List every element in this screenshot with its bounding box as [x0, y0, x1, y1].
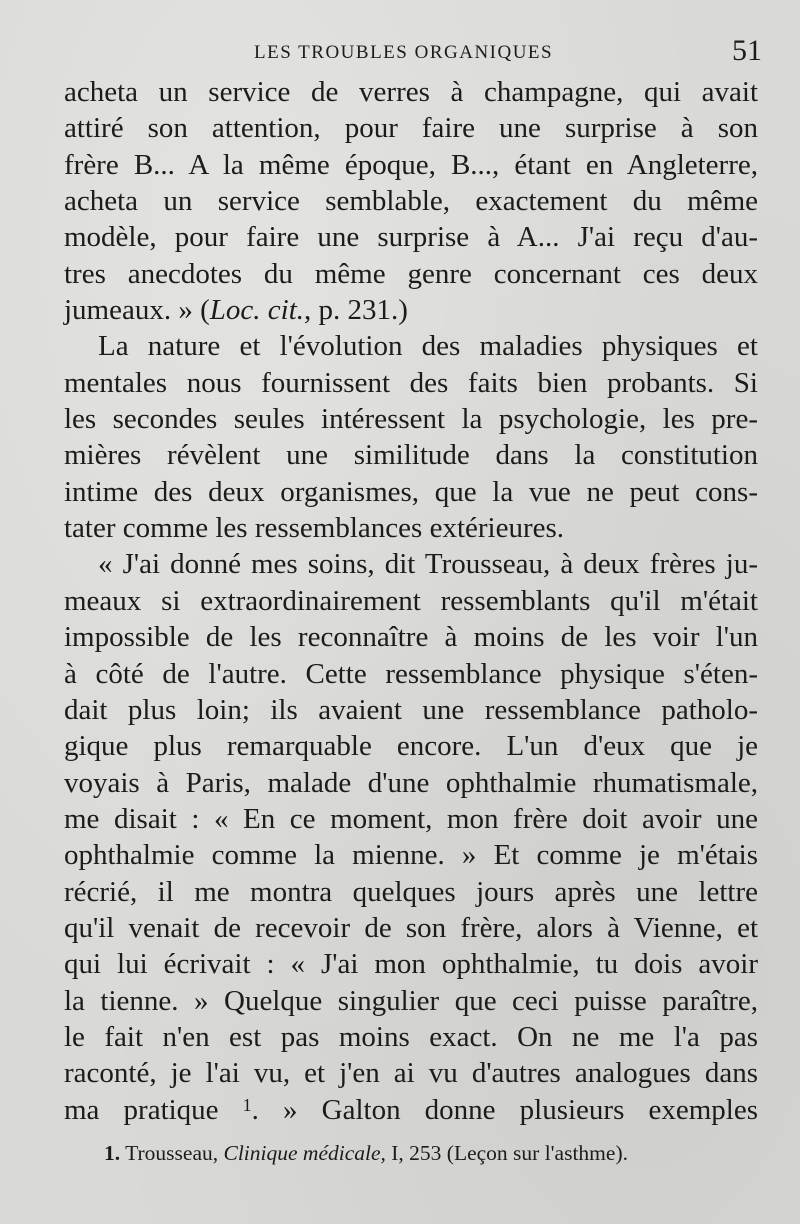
text-fragment: ma pratique: [64, 1093, 243, 1126]
footnote-number: 1.: [104, 1141, 121, 1165]
page-header: [0, 34, 800, 70]
text-line-citation: [64, 292, 758, 328]
text-fragment: Galton donne plusieurs exemples: [321, 1093, 758, 1126]
text-line: me disait : « En ce moment, mon frère doit avoir une: [64, 802, 758, 835]
text-line: récrié, il me montra quelques jours après une lettre: [64, 875, 758, 908]
text-line: ophthalmie comme la mienne. » Et comme je m'étais: [64, 839, 758, 872]
citation-rest: , p. 231.): [304, 294, 408, 327]
text-line: modèle, pour faire une surprise à A... J'ai reçu d'au-: [64, 221, 758, 254]
text-line: le fait n'en est pas moins exact. On ne me l'a pas: [64, 1020, 758, 1053]
text-line: la tienne. » Quelque singulier que ceci puisse paraître,: [64, 984, 758, 1017]
text-line: dait plus loin; ils avaient une ressemblance patholo-: [64, 693, 758, 726]
text-line: acheta un service de verres à champagne, qui avait: [64, 76, 758, 108]
text-line: frère B... A la même époque, B..., étant en Angleterre,: [64, 148, 758, 181]
body-text: [64, 74, 758, 1128]
text-line: gique plus remarquable encore. L'un d'eux que je: [64, 730, 758, 763]
citation-italic: Loc. cit.: [209, 294, 305, 327]
paragraph-start-line: « J'ai donné mes soins, dit Trousseau, à deux frères ju-: [98, 548, 758, 581]
text-line: mentales nous fournissent des faits bien probants. Si: [64, 366, 758, 399]
running-title: LES TROUBLES ORGANIQUES: [254, 42, 554, 63]
text-line: impossible de les reconnaître à moins de les voir l'un: [64, 621, 758, 654]
text-line: à côté de l'autre. Cette ressemblance physique s'éten-: [64, 657, 758, 690]
footnote-reference[interactable]: 1: [242, 1094, 252, 1115]
footnote-rest: I, 253 (Leçon sur l'asthme).: [391, 1141, 628, 1165]
text-fragment: jumeaux. » (: [64, 294, 210, 327]
text-line: mières révèlent une similitude dans la constitution: [64, 439, 758, 472]
text-line: les secondes seules intéressent la psychologie, les pre-: [64, 403, 758, 436]
text-line: tater comme les ressemblances extérieures.: [64, 512, 565, 545]
text-line: qui lui écrivait : « J'ai mon ophthalmie, tu dois avoir: [64, 948, 758, 981]
text-fragment: . »: [251, 1093, 298, 1126]
text-line: intime des deux organismes, que la vue ne peut cons-: [64, 475, 758, 508]
footnote-author: Trousseau,: [125, 1141, 219, 1165]
text-line: raconté, je l'ai vu, et j'en ai vu d'autres analogues dans: [64, 1057, 758, 1090]
paragraph-start-line: La nature et l'évolution des maladies physiques et: [98, 330, 758, 363]
text-line-with-footnote-ref: [64, 1092, 758, 1128]
text-line: attiré son attention, pour faire une surprise à son: [64, 112, 758, 145]
footnote-title: Clinique médicale,: [223, 1141, 386, 1165]
text-line: tres anecdotes du même genre concernant ces deux: [64, 257, 758, 290]
page-number: 51: [732, 34, 762, 67]
footnote: [104, 1141, 764, 1166]
text-line: voyais à Paris, malade d'une ophthalmie rhumatismale,: [64, 766, 758, 799]
text-line: acheta un service semblable, exactement du même: [64, 185, 758, 218]
text-line: meaux si extraordinairement ressemblants qu'il m'était: [64, 584, 758, 617]
text-line: qu'il venait de recevoir de son frère, alors à Vienne, et: [64, 911, 758, 944]
